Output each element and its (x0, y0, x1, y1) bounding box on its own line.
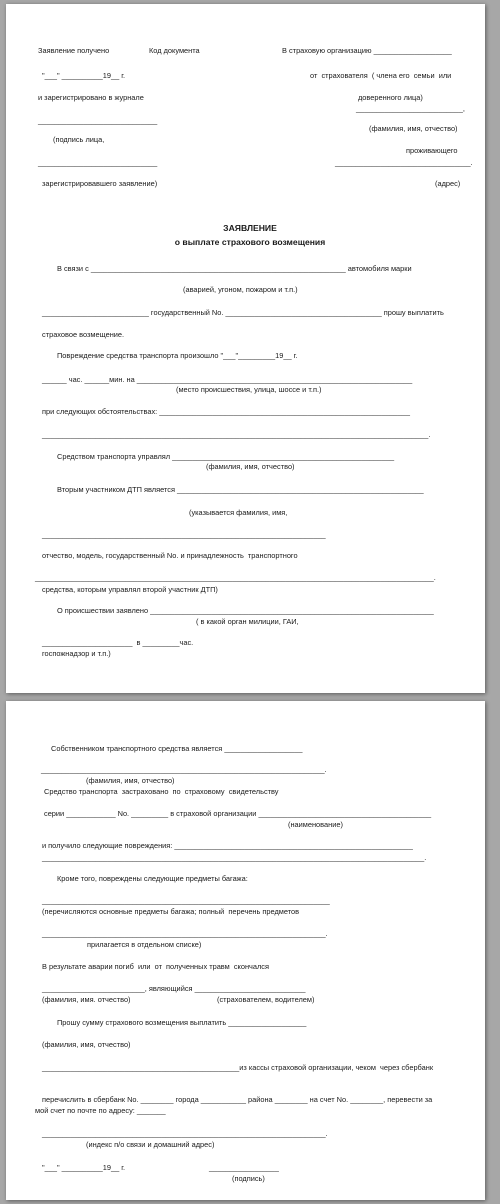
form-line: средства, которым управлял второй участник ДТП) (42, 585, 218, 594)
form-line: _________________________________________________________________________________________________. (35, 573, 436, 582)
date-line: "___" __________19__ г. (42, 1163, 126, 1172)
field-caption: (место происшествия, улица, шоссе и т.п.) (176, 385, 322, 394)
received-label: Заявление получено (38, 46, 110, 55)
form-line: ______________________ в _________час. (42, 638, 194, 647)
doc-code-label: Код документа (149, 46, 200, 55)
field-caption: (фамилия, имя, отчество) (206, 462, 295, 471)
registered-label: и зарегистрировано в журнале (38, 93, 144, 102)
fio-caption: (фамилия, имя, отчество) (369, 124, 458, 133)
form-line: серии ____________ No. _________ в страховой организации __________________________________________ (44, 809, 432, 818)
form-line: _____________________________________________________________________. (42, 929, 328, 938)
form-line: госпожнадзор и т.п.) (42, 649, 111, 658)
form-line: мой счет по почте по адресу: _______ (35, 1106, 166, 1115)
blank-line: _____________________________ (38, 116, 158, 125)
form-line: Средством транспорта управлял ______________________________________________________ (57, 452, 395, 461)
form-line: _____________________________________________________________________________________________. (42, 853, 427, 862)
form-line: _____________________________________________________________________. (41, 765, 327, 774)
document-subtitle: о выплате страхового возмещения (174, 237, 326, 247)
blank-line: _____________________________ (38, 158, 158, 167)
form-line: и получило следующие повреждения: __________________________________________________________ (42, 841, 413, 850)
form-line: отчество, модель, государственный No. и принадлежность транспортного (42, 551, 298, 560)
form-line: Собственником транспортного средства является ___________________ (51, 744, 303, 753)
field-caption: (страхователем, водителем) (217, 995, 315, 1004)
field-caption: (перечисляются основные предметы багажа; полный перечень предметов (42, 907, 300, 916)
form-line: ________________________________________________из кассы страховой организации, чеком через сбербанк (42, 1063, 434, 1072)
form-line: Вторым участником ДТП является ____________________________________________________________ (57, 485, 424, 494)
form-line: О происшествии заявлено _____________________________________________________________________ (57, 606, 434, 615)
field-caption: (указывается фамилия, имя, (189, 508, 288, 517)
form-line: В результате аварии погиб или от полученных травм скончался (42, 962, 270, 971)
form-line: _____________________________________________________________________. (42, 1129, 328, 1138)
signature-line: _________________ (209, 1163, 279, 1172)
blank-line: __________________________, (356, 104, 465, 113)
form-line: при следующих обстоятельствах: _____________________________________________________________ (42, 407, 411, 416)
form-line: ______ час. ______мин. на ___________________________________________________________________ (42, 375, 413, 384)
form-line: ______________________________________________________________________ (42, 896, 330, 905)
form-line: Прошу сумму страхового возмещения выплатить ___________________ (57, 1018, 307, 1027)
address-caption: (адрес) (435, 179, 461, 188)
form-line: ______________________________________________________________________________________________. (42, 430, 431, 439)
from-insured-label: от страхователя ( члена его семьи или (310, 71, 452, 80)
insurer-to-field: В страховую организацию ___________________ (282, 46, 452, 55)
field-caption: (фамилия, имя, отчество) (42, 1040, 131, 1049)
document-title: ЗАЯВЛЕНИЕ (223, 223, 277, 233)
form-line: перечислить в сбербанк No. ________ города ___________ района ________ на счет No. ________, перевести за (42, 1095, 433, 1104)
proxy-label: доверенного лица) (358, 93, 423, 102)
form-line: __________________________ государственный No. ______________________________________ прошу выплатить (42, 308, 444, 317)
signature-caption: (подпись лица, (53, 135, 105, 144)
form-line: страховое возмещение. (42, 330, 125, 339)
date-line: "___" __________19__ г. (42, 71, 126, 80)
form-line: _____________________________________________________________________ (42, 530, 326, 539)
field-caption: (аварией, угоном, пожаром и т.п.) (183, 285, 298, 294)
signature-caption: (подпись) (232, 1174, 265, 1183)
field-caption: ( в какой орган милиции, ГАИ, (196, 617, 299, 626)
form-line: _________________________, являющийся ___________________________ (42, 984, 306, 993)
form-line: В связи с ______________________________________________________________ автомобиля марки (57, 264, 412, 273)
blank-line: _________________________________. (335, 158, 473, 167)
form-line: Средство транспорта застраховано по страховому свидетельству (44, 787, 279, 796)
field-caption: прилагается в отдельном списке) (87, 940, 202, 949)
page-2 (6, 701, 485, 1200)
page-1 (6, 4, 485, 693)
residing-label: проживающего (406, 146, 458, 155)
field-caption: (фамилия, имя, отчество) (86, 776, 175, 785)
who-registered-caption: зарегистрировавшего заявление) (42, 179, 158, 188)
form-line: Повреждение средства транспорта произошло "___"_________19__ г. (57, 351, 298, 360)
field-caption: (индекс п/о связи и домашний адрес) (86, 1140, 215, 1149)
field-caption: (наименование) (288, 820, 343, 829)
field-caption: (фамилия, имя. отчество) (42, 995, 131, 1004)
form-line: Кроме того, повреждены следующие предметы багажа: (57, 874, 248, 883)
